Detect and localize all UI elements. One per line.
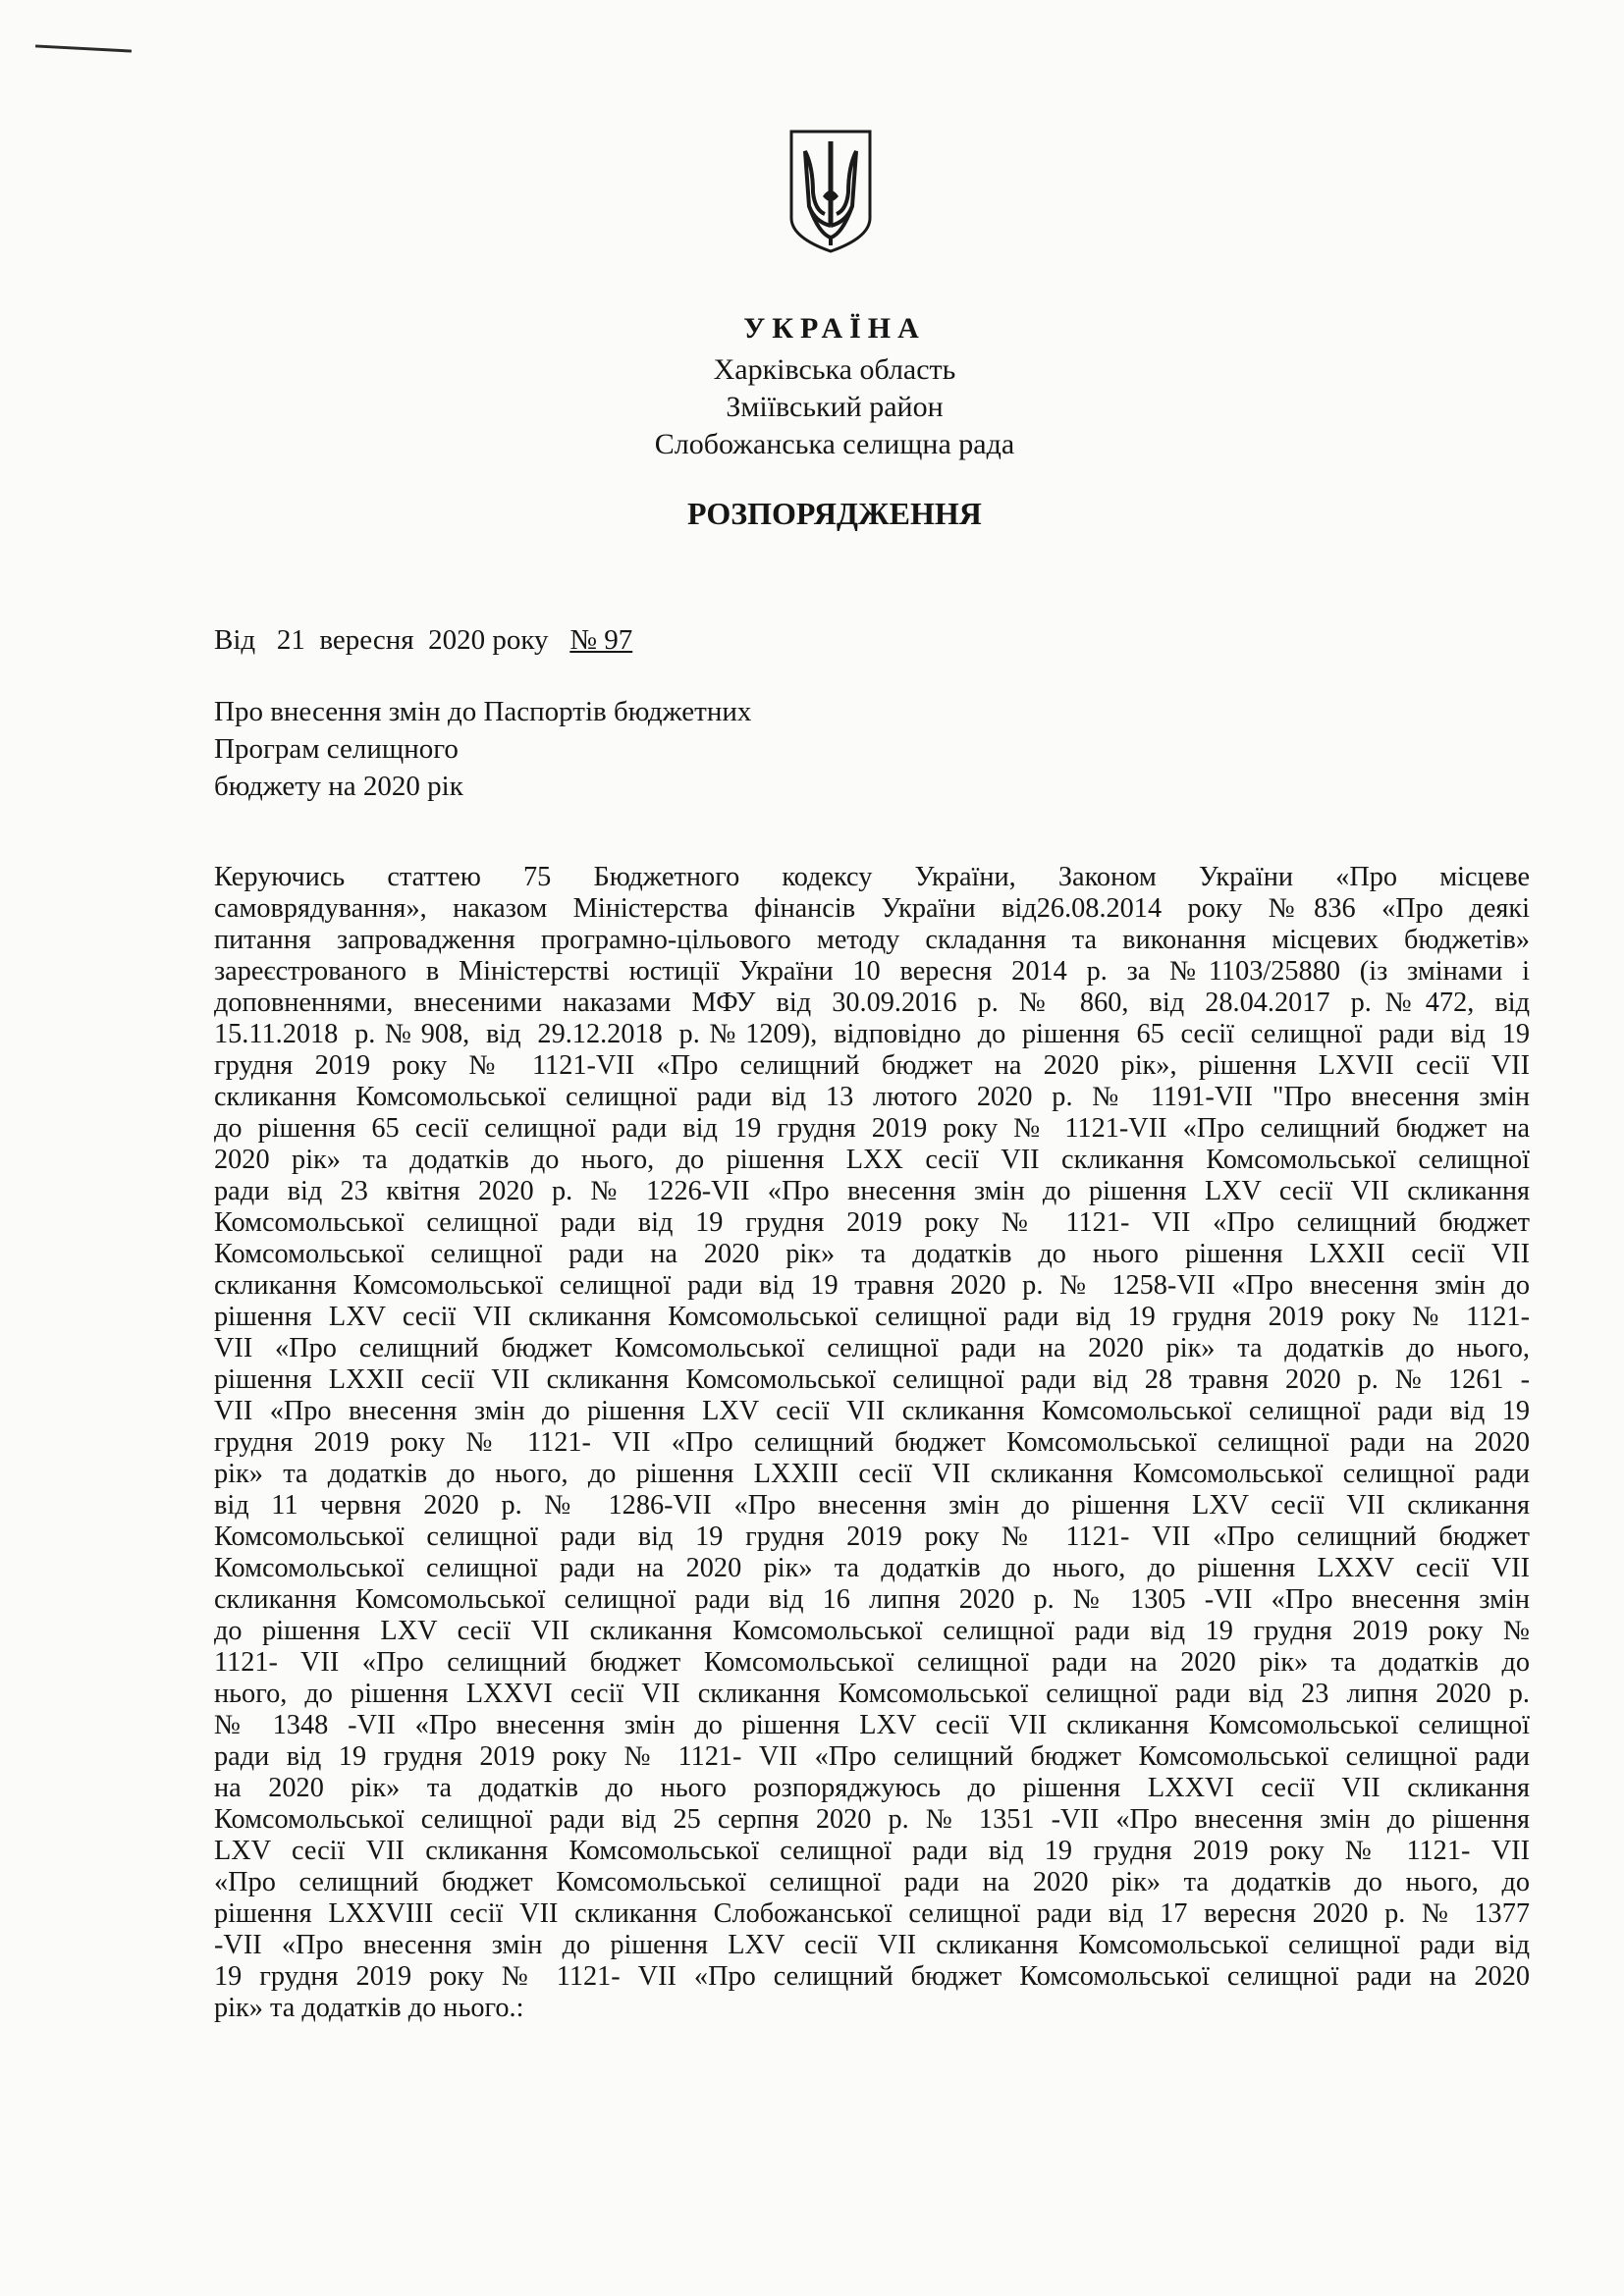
body-line: VII «Про селищний бюджет Комсомольської селищної ради на 2020 рік» та додатків до нього, xyxy=(214,1333,1530,1363)
document-body xyxy=(214,862,1530,2024)
body-line: рік» та додатків до нього.: xyxy=(214,1993,524,2023)
trident-emblem-icon xyxy=(785,128,876,255)
body-line: VII «Про внесення змін до рішення LXV сесії VII скликання Комсомольської селищної ради від 19 xyxy=(214,1396,1530,1426)
oblast-name: Харківська область xyxy=(713,353,956,386)
body-line: № 1348 -VII «Про внесення змін до рішення LXV сесії VII скликання Комсомольської селищної xyxy=(214,1710,1530,1740)
date-text: Від 21 вересня 2020 року xyxy=(214,624,570,656)
raion-name: Зміївський район xyxy=(726,391,944,423)
subject-line: бюджету на 2020 рік xyxy=(214,771,463,802)
body-line: 15.11.2018 р.№908, від 29.12.2018 р.№1209), відповідно до рішення 65 сесії селищної ради від 19 xyxy=(214,1019,1530,1049)
body-line: ради від 19 грудня 2019 року № 1121- VII «Про селищний бюджет Комсомольської селищної ради xyxy=(214,1741,1530,1772)
body-line: «Про селищний бюджет Комсомольської селищної ради на 2020 рік» та додатків до нього, до xyxy=(214,1867,1530,1897)
body-line: зареєстрованого в Міністерстві юстиції України 10 вересня 2014 р. за №1103/25880 (із змінами і xyxy=(214,956,1530,987)
body-line: нього, до рішення LXXVI сесії VII скликання Комсомольської селищної ради від 23 липня 2020 р. xyxy=(214,1679,1530,1709)
body-line: грудня 2019 року № 1121- VII «Про селищний бюджет Комсомольської селищної ради на 2020 xyxy=(214,1427,1530,1458)
body-line: питання запровадження програмно-цільового методу складання та виконання місцевих бюджетів» xyxy=(214,925,1530,955)
body-line: скликання Комсомольської селищної ради від 19 травня 2020 р. № 1258-VII «Про внесення змін до xyxy=(214,1270,1530,1301)
body-line: рік» та додатків до нього, до рішення LXXIII сесії VII скликання Комсомольської селищної ради xyxy=(214,1459,1530,1489)
body-line: Комсомольської селищної ради на 2020 рік» та додатків до нього, до рішення LXXV сесії VII xyxy=(214,1553,1530,1583)
body-line: Керуючись статтею 75 Бюджетного кодексу України, Законом України «Про місцеве xyxy=(214,862,1530,892)
council-name: Слобожанська селищна рада xyxy=(654,428,1015,460)
body-line: скликання Комсомольської селищної ради від 13 лютого 2020 р. № 1191-VII "Про внесення змін xyxy=(214,1082,1530,1112)
body-line: LXV сесії VII скликання Комсомольської селищної ради від 19 грудня 2019 року № 1121- VII xyxy=(214,1836,1530,1866)
body-line: Комсомольської селищної ради від 25 серпня 2020 р. № 1351 -VII «Про внесення змін до рішення xyxy=(214,1804,1530,1835)
body-line: рішення LXXII сесії VII скликання Комсомольської селищної ради від 28 травня 2020 р. № 1261 - xyxy=(214,1364,1530,1395)
country-name: УКРАЇНА xyxy=(743,312,926,345)
body-line: від 11 червня 2020 р. № 1286-VII «Про внесення змін до рішення LXV сесії VII скликання xyxy=(214,1490,1530,1521)
body-line: -VII «Про внесення змін до рішення LXV сесії VII скликання Комсомольської селищної ради від xyxy=(214,1930,1530,1960)
document-number: № 97 xyxy=(569,624,633,656)
subject-line: Програм селищного xyxy=(214,733,459,765)
body-line: грудня 2019 року № 1121-VII «Про селищний бюджет на 2020 рік», рішення LXVII сесії VII xyxy=(214,1050,1530,1081)
document-subject xyxy=(214,693,803,805)
body-line: до рішення 65 сесії селищної ради від 19 грудня 2019 року № 1121-VII «Про селищний бюджет на xyxy=(214,1113,1530,1144)
body-line: скликання Комсомольської селищної ради від 16 липня 2020 р. № 1305 -VII «Про внесення змін xyxy=(214,1584,1530,1615)
body-line: Комсомольської селищної ради на 2020 рік» та додатків до нього рішення LXXII сесії VII xyxy=(214,1239,1530,1269)
body-line: 2020 рік» та додатків до нього, до рішення LXX сесії VII скликання Комсомольської селищної xyxy=(214,1145,1530,1175)
date-number-line xyxy=(214,624,632,657)
body-line: доповненнями, внесеними наказами МФУ від 30.09.2016 р. № 860, від 28.04.2017 р.№472, від xyxy=(214,988,1530,1018)
document-type-title: РОЗПОРЯДЖЕННЯ xyxy=(687,496,982,531)
body-line: рішення LXXVIII сесії VII скликання Слобожанської селищної ради від 17 вересня 2020 р. № 1377 xyxy=(214,1898,1530,1929)
body-line: ради від 23 квітня 2020 р. № 1226-VII «Про внесення змін до рішення LXV сесії VII скликання xyxy=(214,1176,1530,1206)
corner-pen-mark xyxy=(35,44,132,52)
body-line: Комсомольської селищної ради від 19 грудня 2019 року № 1121- VII «Про селищний бюджет xyxy=(214,1522,1530,1552)
body-line: 19 грудня 2019 року № 1121- VII «Про селищний бюджет Комсомольської селищної ради на 2020 xyxy=(214,1961,1530,1992)
subject-line: Про внесення змін до Паспортів бюджетних xyxy=(214,696,752,727)
body-line: рішення LXV сесії VII скликання Комсомольської селищної ради від 19 грудня 2019 року № 1121- xyxy=(214,1302,1530,1332)
body-line: самоврядування», наказом Міністерства фінансів України від26.08.2014 року №836 «Про деякі xyxy=(214,893,1530,924)
body-line: Комсомольської селищної ради від 19 грудня 2019 року № 1121- VII «Про селищний бюджет xyxy=(214,1207,1530,1238)
body-line: 1121- VII «Про селищний бюджет Комсомольської селищної ради на 2020 рік» та додатків до xyxy=(214,1647,1530,1678)
body-line: на 2020 рік» та додатків до нього розпоряджуюсь до рішення LXXVI сесії VII скликання xyxy=(214,1773,1530,1803)
body-line: до рішення LXV сесії VII скликання Комсомольської селищної ради від 19 грудня 2019 року № xyxy=(214,1616,1530,1646)
